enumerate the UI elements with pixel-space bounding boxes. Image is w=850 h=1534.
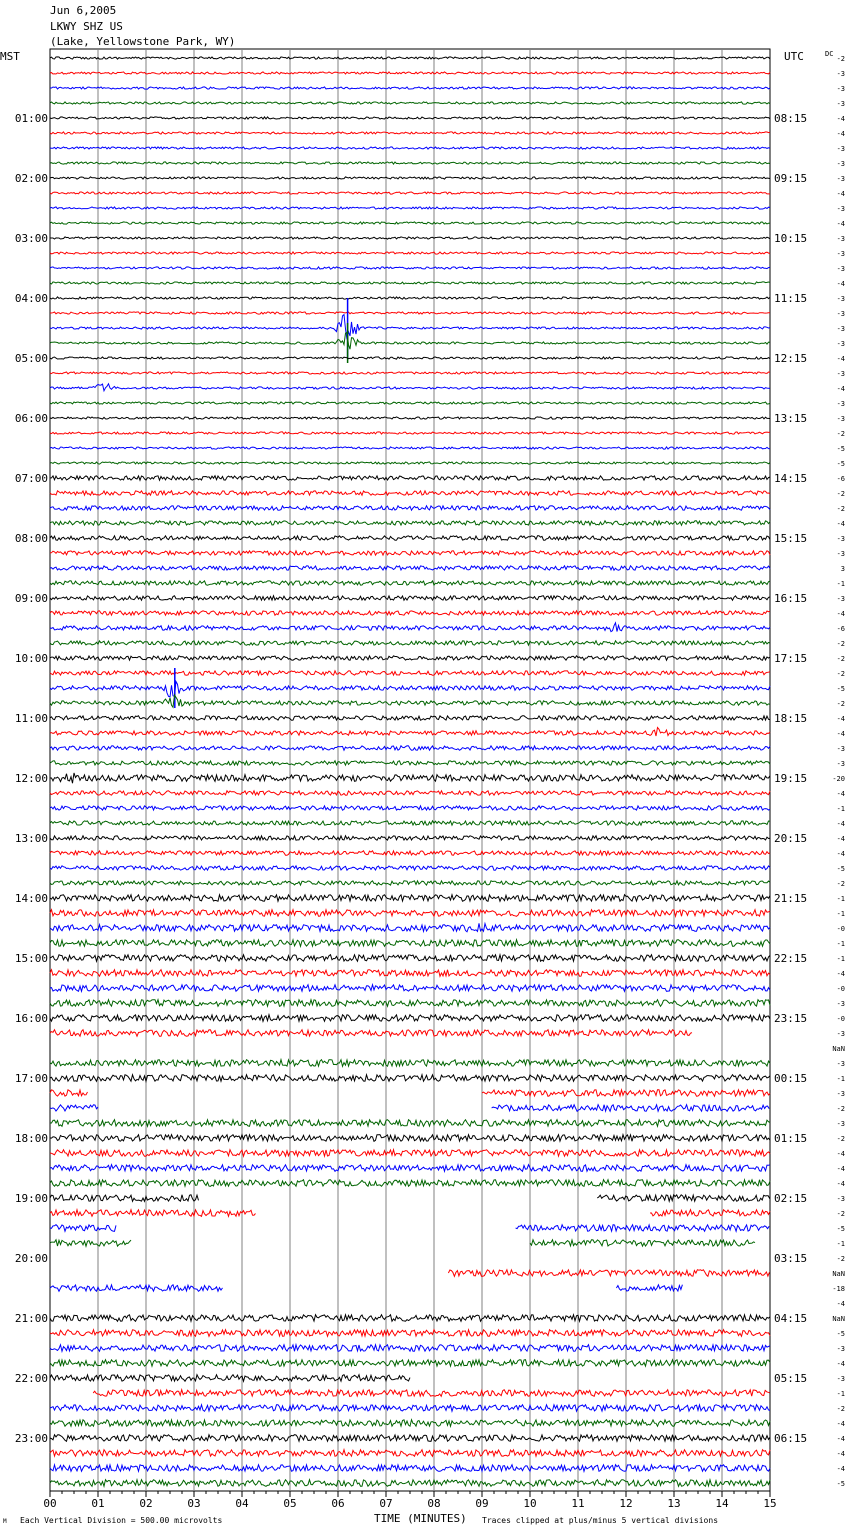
dc-offset-label: -4 (836, 520, 845, 528)
trace-line (50, 1330, 770, 1337)
left-hour-label: 19:00 (14, 1192, 48, 1205)
dc-offset-label: -3 (836, 175, 845, 183)
dc-offset-label: -4 (836, 1450, 845, 1458)
x-tick-label: 07 (379, 1497, 393, 1510)
trace-line (50, 955, 770, 962)
dc-offset-label: -2 (836, 880, 845, 888)
trace-line (50, 162, 770, 164)
left-hour-label: 07:00 (14, 472, 48, 485)
dc-offset-label: -3 (836, 70, 845, 78)
trace-line (50, 402, 770, 404)
right-hour-label: 15:15 (774, 532, 808, 545)
dc-offset-label: -4 (836, 1360, 845, 1368)
trace-line (50, 746, 770, 750)
trace-line (50, 87, 770, 89)
trace-line (50, 476, 770, 480)
dc-offset-label: -4 (836, 385, 845, 393)
dc-offset-label: -3 (836, 595, 845, 603)
dc-offset-label: -3 (836, 1060, 845, 1068)
left-hour-label: 23:00 (14, 1432, 48, 1445)
trace-line (50, 1000, 770, 1007)
right-hour-label: 21:15 (774, 892, 808, 905)
trace-line (50, 72, 770, 74)
left-hour-label: 01:00 (14, 112, 48, 125)
trace-line (50, 432, 770, 434)
right-hour-label: 16:15 (774, 592, 808, 605)
left-hour-label: 05:00 (14, 352, 48, 365)
trace-line (50, 1165, 770, 1172)
dc-offset-label: -3 (836, 325, 845, 333)
dc-offset-label: -4 (836, 715, 845, 723)
x-tick-label: 13 (667, 1497, 681, 1510)
trace-line (50, 1135, 770, 1142)
trace-line (50, 1435, 770, 1442)
left-hour-label: 11:00 (14, 712, 48, 725)
trace-line (50, 1360, 770, 1367)
trace-line (50, 1450, 770, 1457)
dc-offset-label: -1 (836, 910, 845, 918)
dc-offset-label: -3 (836, 100, 845, 108)
trace-line (50, 177, 770, 179)
trace-line (50, 1210, 256, 1217)
left-hour-label: 22:00 (14, 1372, 48, 1385)
right-hour-label: 09:15 (774, 172, 808, 185)
dc-offset-label: -4 (836, 730, 845, 738)
dc-offset-label: -2 (836, 1405, 845, 1413)
dc-offset-label: -0 (836, 985, 845, 993)
left-hour-label: 17:00 (14, 1072, 48, 1085)
dc-offset-label: -1 (836, 580, 845, 588)
dc-offset-label: -5 (836, 865, 845, 873)
right-hour-label: 23:15 (774, 1012, 808, 1025)
left-hour-label: 13:00 (14, 832, 48, 845)
right-hour-label: 20:15 (774, 832, 808, 845)
trace-line (50, 1420, 770, 1427)
dc-offset-label: -1 (836, 1240, 845, 1248)
trace-line (50, 357, 770, 359)
dc-offset-label: -5 (836, 1330, 845, 1338)
dc-offset-label: -4 (836, 1300, 845, 1308)
trace-line (50, 682, 770, 697)
dc-offset-label: -3 (836, 265, 845, 273)
dc-offset-label: NaN (832, 1315, 845, 1323)
trace-line (50, 970, 770, 977)
dc-offset-label: NaN (832, 1045, 845, 1053)
trace-line (50, 147, 770, 149)
dc-offset-label: -1 (836, 805, 845, 813)
x-tick-label: 02 (139, 1497, 153, 1510)
dc-offset-label: -2 (836, 1210, 845, 1218)
trace-line (50, 923, 770, 931)
x-tick-label: 01 (91, 1497, 105, 1510)
dc-offset-label: -4 (836, 1165, 845, 1173)
dc-offset-label: -3 (836, 550, 845, 558)
trace-line (50, 315, 770, 340)
x-tick-label: 10 (523, 1497, 537, 1510)
dc-offset-label: -4 (836, 1435, 845, 1443)
trace-line (50, 1105, 98, 1111)
left-hour-label: 10:00 (14, 652, 48, 665)
left-hour-label: 20:00 (14, 1252, 48, 1265)
right-hour-label: 06:15 (774, 1432, 808, 1445)
dc-offset-label: -3 (836, 1375, 845, 1383)
trace-line (50, 491, 770, 495)
dc-offset-label: -6 (836, 475, 845, 483)
trace-line (516, 1225, 770, 1232)
trace-line (50, 1375, 410, 1382)
trace-line (50, 192, 770, 194)
trace-line (50, 641, 770, 645)
header-station: LKWY SHZ US (50, 20, 123, 33)
trace-line (50, 117, 770, 119)
x-tick-label: 14 (715, 1497, 729, 1510)
dc-offset-label: -2 (836, 1105, 845, 1113)
right-hour-label: 12:15 (774, 352, 808, 365)
dc-offset-label: -3 (836, 535, 845, 543)
dc-offset-label: -2 (836, 55, 845, 63)
right-hour-label: 19:15 (774, 772, 808, 785)
trace-line (50, 1075, 770, 1082)
trace-line (50, 881, 770, 885)
x-tick-label: 12 (619, 1497, 633, 1510)
trace-line (50, 462, 770, 464)
dc-offset-label: NaN (832, 1270, 845, 1278)
trace-line (50, 671, 770, 675)
trace-line (50, 1180, 770, 1187)
dc-offset-label: -4 (836, 850, 845, 858)
dc-offset-label: -18 (832, 1285, 845, 1293)
right-timezone-label: UTC (784, 50, 804, 63)
footer-clip-note: Traces clipped at plus/minus 5 vertical divisions (482, 1516, 719, 1525)
plot-frame (50, 49, 770, 1491)
right-hour-label: 01:15 (774, 1132, 808, 1145)
dc-offset-label: -0 (836, 1015, 845, 1023)
dc-label: DC (825, 50, 834, 58)
dc-offset-label: -5 (836, 445, 845, 453)
dc-offset-label: -1 (836, 1075, 845, 1083)
x-tick-label: 11 (571, 1497, 585, 1510)
x-tick-label: 04 (235, 1497, 249, 1510)
x-axis-label: TIME (MINUTES) (374, 1512, 467, 1525)
dc-offset-label: -2 (836, 1255, 845, 1263)
trace-line (50, 895, 770, 902)
trace-line (492, 1105, 769, 1112)
dc-offset-label: -3 (836, 295, 845, 303)
dc-offset-label: -3 (836, 415, 845, 423)
trace-line (50, 761, 770, 765)
dc-offset-label: -3 (836, 1000, 845, 1008)
trace-line (50, 506, 770, 510)
dc-offset-label: -3 (836, 160, 845, 168)
trace-line (50, 222, 770, 224)
right-hour-label: 02:15 (774, 1192, 808, 1205)
dc-offset-label: -3 (836, 310, 845, 318)
trace-line (50, 985, 770, 992)
right-hour-label: 04:15 (774, 1312, 808, 1325)
trace-line (93, 1390, 770, 1397)
dc-offset-label: -0 (836, 925, 845, 933)
dc-offset-label: -2 (836, 640, 845, 648)
header-location: (Lake, Yellowstone Park, WY) (50, 35, 236, 48)
trace-line (50, 581, 770, 585)
dc-offset-label: -3 (836, 760, 845, 768)
trace-line (50, 536, 770, 540)
trace-line (50, 806, 770, 810)
trace-line (50, 312, 770, 314)
trace-line (50, 1405, 770, 1412)
dc-offset-label: -3 (836, 370, 845, 378)
right-hour-label: 18:15 (774, 712, 808, 725)
trace-line (50, 267, 770, 269)
right-hour-label: 22:15 (774, 952, 808, 965)
trace-line (50, 282, 770, 284)
trace-line (50, 1060, 770, 1067)
left-hour-label: 09:00 (14, 592, 48, 605)
dc-offset-label: -2 (836, 490, 845, 498)
trace-line (50, 1240, 131, 1246)
dc-offset-label: -3 (836, 145, 845, 153)
trace-line (50, 237, 770, 239)
left-hour-label: 06:00 (14, 412, 48, 425)
right-hour-label: 13:15 (774, 412, 808, 425)
dc-offset-label: -3 (836, 1030, 845, 1038)
dc-offset-label: -1 (836, 1390, 845, 1398)
left-hour-label: 08:00 (14, 532, 48, 545)
trace-line (50, 1225, 116, 1232)
right-hour-label: 17:15 (774, 652, 808, 665)
dc-offset-label: -3 (836, 205, 845, 213)
trace-line (50, 695, 770, 707)
header-date: Jun 6,2005 (50, 4, 117, 17)
left-hour-label: 03:00 (14, 232, 48, 245)
dc-offset-label: -2 (836, 505, 845, 513)
trace-line (530, 1240, 755, 1246)
dc-offset-label: -2 (836, 700, 845, 708)
dc-offset-label: -3 (836, 85, 845, 93)
trace-line (50, 1315, 770, 1322)
dc-offset-label: -20 (832, 775, 845, 783)
dc-offset-label: -4 (836, 1465, 845, 1473)
right-hour-label: 03:15 (774, 1252, 808, 1265)
trace-line (50, 447, 770, 449)
dc-offset-label: 3 (840, 565, 845, 573)
left-timezone-label: MST (0, 50, 20, 63)
x-tick-label: 06 (331, 1497, 345, 1510)
dc-offset-label: -5 (836, 685, 845, 693)
left-hour-label: 21:00 (14, 1312, 48, 1325)
right-hour-label: 05:15 (774, 1372, 808, 1385)
dc-offset-label: -3 (836, 340, 845, 348)
dc-offset-label: -3 (836, 745, 845, 753)
trace-line (50, 851, 770, 855)
dc-offset-label: -1 (836, 940, 845, 948)
trace-line (448, 1270, 769, 1277)
right-hour-label: 00:15 (774, 1072, 808, 1085)
dc-offset-label: -4 (836, 280, 845, 288)
dc-offset-label: -4 (836, 610, 845, 618)
trace-line (50, 773, 770, 783)
trace-line (50, 1090, 88, 1096)
trace-line (50, 611, 770, 615)
trace-line (50, 384, 770, 391)
dc-offset-label: -3 (836, 1195, 845, 1203)
dc-offset-label: -3 (836, 1120, 845, 1128)
trace-line (50, 821, 770, 825)
left-hour-label: 04:00 (14, 292, 48, 305)
trace-line (50, 866, 770, 870)
x-tick-label: 00 (43, 1497, 57, 1510)
left-hour-label: 02:00 (14, 172, 48, 185)
footer-division-note: Each Vertical Division = 500.00 microvolts (20, 1516, 223, 1525)
trace-line (50, 596, 770, 600)
dc-offset-label: -1 (836, 955, 845, 963)
trace-line (50, 372, 770, 374)
trace-line (50, 551, 770, 555)
right-hour-label: 14:15 (774, 472, 808, 485)
dc-offset-label: -4 (836, 835, 845, 843)
trace-line (597, 1195, 770, 1201)
dc-offset-label: -2 (836, 670, 845, 678)
x-tick-label: 15 (763, 1497, 777, 1510)
trace-line (50, 791, 770, 795)
left-hour-label: 15:00 (14, 952, 48, 965)
dc-offset-label: -4 (836, 355, 845, 363)
dc-offset-label: -4 (836, 1180, 845, 1188)
trace-line (50, 940, 770, 947)
trace-line (50, 623, 770, 632)
dc-offset-label: -3 (836, 235, 845, 243)
footer-corner-mark: M (3, 1518, 7, 1525)
x-tick-label: 03 (187, 1497, 201, 1510)
dc-offset-label: -5 (836, 460, 845, 468)
trace-line (50, 417, 770, 419)
dc-offset-label: -4 (836, 220, 845, 228)
dc-offset-label: -5 (836, 1225, 845, 1233)
dc-offset-label: -4 (836, 1420, 845, 1428)
dc-offset-label: -2 (836, 1135, 845, 1143)
dc-offset-label: -2 (836, 655, 845, 663)
right-hour-label: 10:15 (774, 232, 808, 245)
dc-offset-label: -6 (836, 625, 845, 633)
dc-offset-label: -4 (836, 190, 845, 198)
right-hour-label: 11:15 (774, 292, 808, 305)
left-hour-label: 12:00 (14, 772, 48, 785)
dc-offset-label: -4 (836, 820, 845, 828)
dc-offset-label: -5 (836, 1480, 845, 1488)
trace-line (50, 1120, 770, 1127)
dc-offset-label: -2 (836, 430, 845, 438)
trace-line (650, 1210, 770, 1216)
x-tick-label: 05 (283, 1497, 297, 1510)
trace-line (50, 566, 770, 570)
x-tick-label: 09 (475, 1497, 489, 1510)
trace-line (50, 1195, 199, 1202)
trace-line (50, 656, 770, 660)
dc-offset-label: -4 (836, 970, 845, 978)
left-hour-label: 18:00 (14, 1132, 48, 1145)
dc-offset-label: -3 (836, 400, 845, 408)
trace-line (50, 910, 770, 917)
trace-line (50, 728, 770, 737)
dc-offset-label: -1 (836, 895, 845, 903)
right-hour-label: 08:15 (774, 112, 808, 125)
trace-line (50, 836, 770, 840)
dc-offset-label: -4 (836, 790, 845, 798)
left-hour-label: 14:00 (14, 892, 48, 905)
trace-line (50, 1150, 770, 1157)
trace-line (50, 207, 770, 209)
trace-line (50, 57, 770, 59)
dc-offset-label: -4 (836, 130, 845, 138)
trace-line (50, 252, 770, 254)
dc-offset-label: -3 (836, 1345, 845, 1353)
trace-line (50, 1345, 770, 1352)
x-tick-label: 08 (427, 1497, 441, 1510)
dc-offset-label: -4 (836, 1150, 845, 1158)
trace-line (50, 716, 770, 720)
trace-line (50, 102, 770, 104)
trace-line (50, 521, 770, 525)
trace-line (50, 1465, 770, 1472)
trace-line (50, 132, 770, 134)
trace-line (50, 1480, 770, 1487)
dc-offset-label: -3 (836, 250, 845, 258)
dc-offset-label: -4 (836, 115, 845, 123)
trace-line (50, 297, 770, 299)
trace-line (50, 1285, 223, 1292)
left-hour-label: 16:00 (14, 1012, 48, 1025)
dc-offset-label: -3 (836, 1090, 845, 1098)
trace-line (50, 1015, 770, 1022)
trace-line (50, 333, 770, 350)
